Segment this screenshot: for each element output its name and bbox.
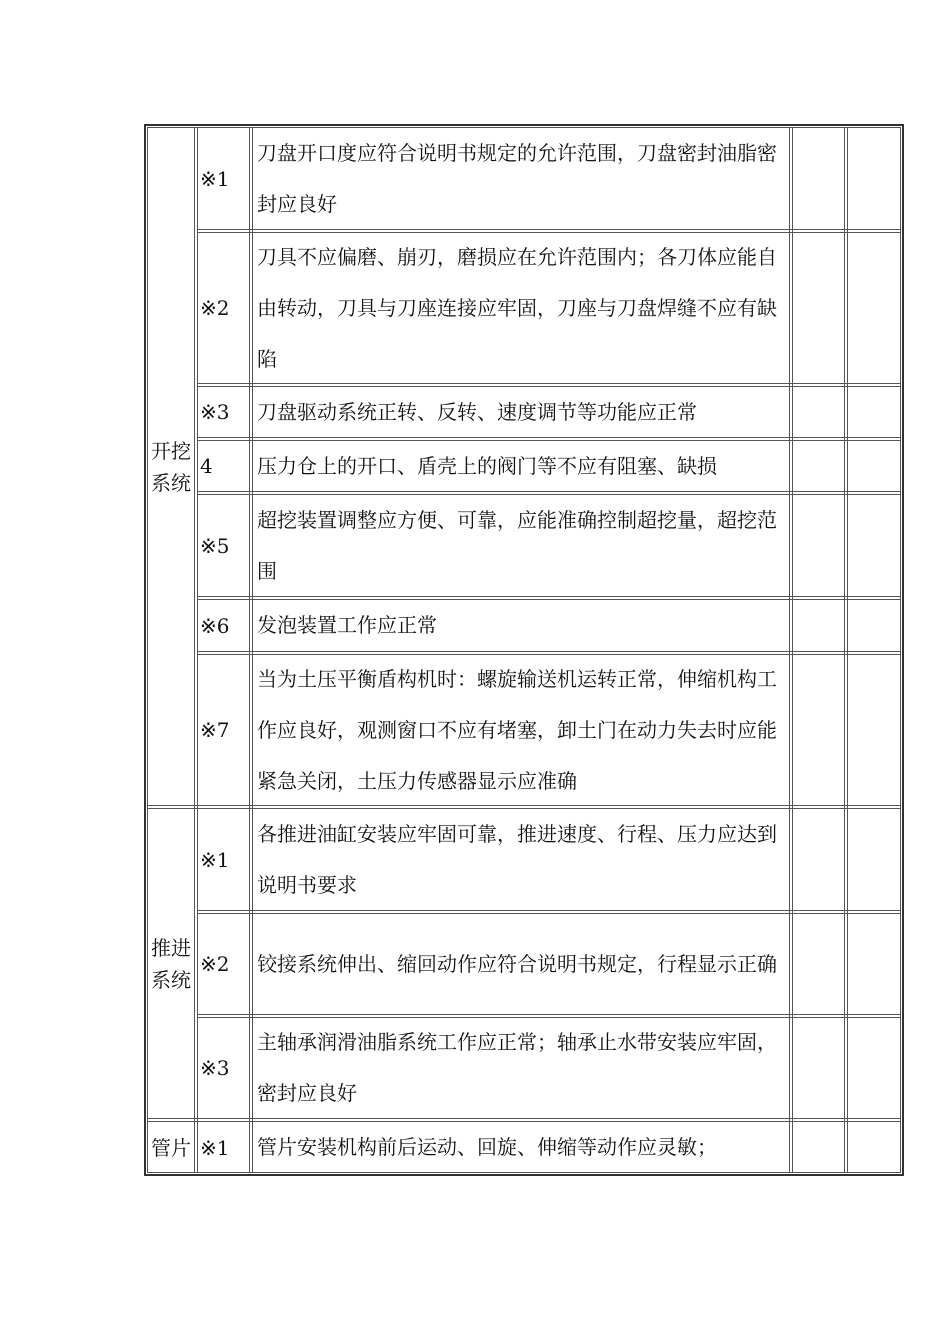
category-cell-excavation (148, 128, 194, 805)
column-divider (194, 127, 195, 1173)
item-description: 压力仓上的开口、盾壳上的阀门等不应有阻塞、缺损 (257, 453, 717, 478)
item-description: 管片安装机构前后运动、回旋、伸缩等动作应灵敏； (257, 1135, 717, 1159)
item-description: 刀盘开口度应符合说明书规定的允许范围，刀盘密封油脂密封应良好 (257, 140, 777, 216)
item-number: ※3 (200, 400, 230, 424)
item-number: ※1 (200, 166, 230, 191)
item-number: ※6 (200, 613, 230, 638)
item-number: ※1 (200, 847, 230, 872)
item-description: 刀具不应偏磨、崩刃，磨损应在允许范围内；各刀体应能自由转动，刀具与刀座连接应牢固，刀座与刀盘焊缝不应有缺陷 (257, 244, 777, 371)
item-number: ※5 (200, 533, 230, 558)
item-description: 主轴承润滑油脂系统工作应正常；轴承止水带安装应牢固，密封应良好 (257, 1030, 777, 1105)
item-description: 超挖装置调整应方便、可靠，应能准确控制超挖量，超挖范围 (257, 507, 777, 583)
item-description: 当为土压平衡盾构机时：螺旋输送机运转正常，伸缩机构工作应良好，观测窗口不应有堵塞，卸土门在动力失去时应能紧急关闭，土压力传感器显示应准确 (257, 666, 777, 793)
item-description: 刀盘驱动系统正转、反转、速度调节等功能应正常 (257, 399, 697, 424)
item-description: 发泡装置工作应正常 (257, 613, 437, 637)
item-description: 各推进油缸安装应牢固可靠，推进速度、行程、压力应达到说明书要求 (257, 821, 777, 897)
item-number: ※7 (200, 718, 230, 742)
category-label: 管片 (151, 1135, 191, 1160)
category-cell-thrust (148, 809, 194, 1118)
item-number: ※3 (200, 1056, 230, 1080)
category-label: 开挖系统 (151, 438, 191, 495)
item-number: 4 (200, 454, 213, 478)
item-number: ※2 (200, 296, 230, 320)
category-cell-segment (148, 1122, 194, 1173)
category-label: 推进系统 (151, 935, 191, 992)
row-divider (197, 1014, 901, 1015)
item-number: ※1 (200, 1135, 230, 1160)
item-number: ※2 (200, 952, 230, 976)
item-description: 铰接系统伸出、缩回动作应符合说明书规定，行程显示正确 (257, 951, 777, 976)
row-divider (197, 651, 901, 652)
